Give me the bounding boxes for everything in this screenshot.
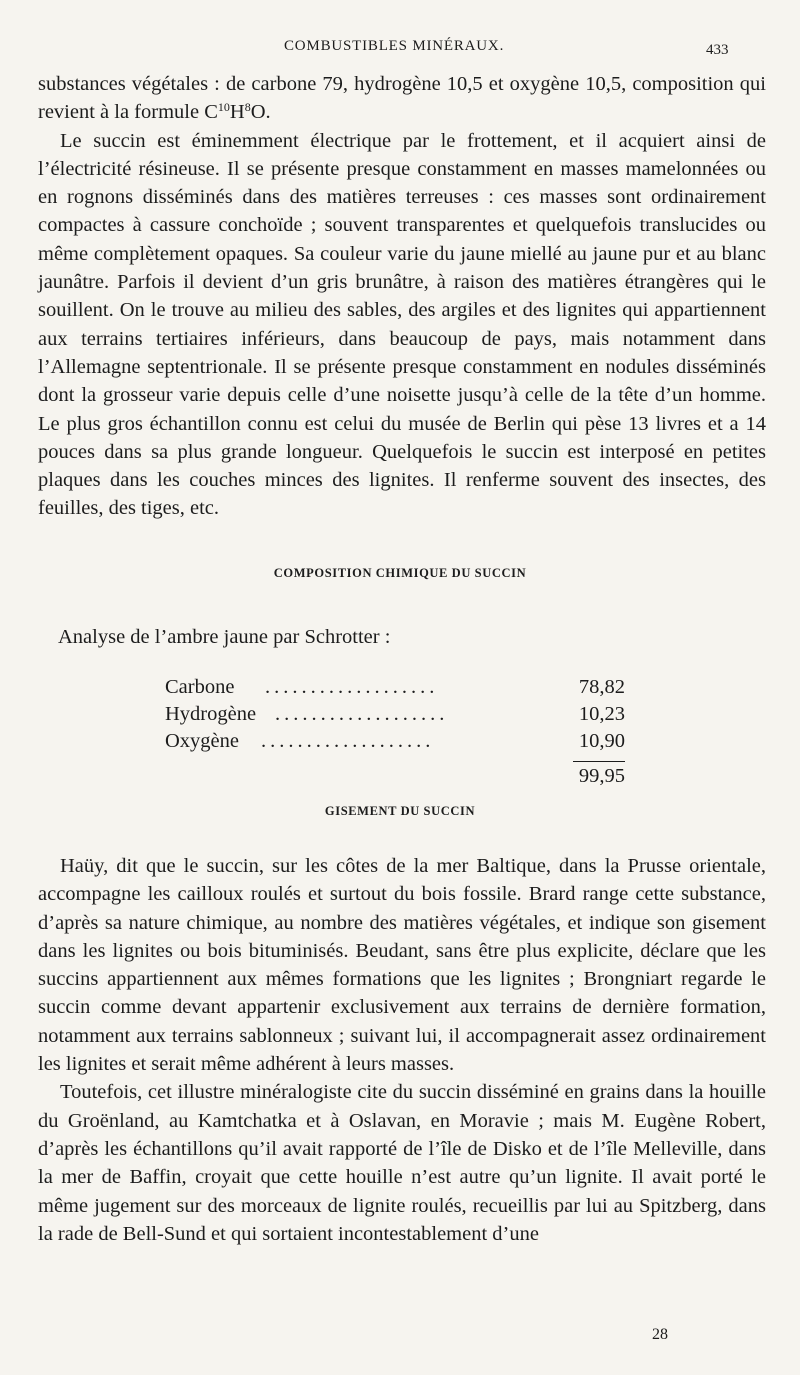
leader-dots: ................... bbox=[275, 703, 449, 725]
element-value: 10,90 bbox=[578, 730, 625, 752]
formula-lead-text: substances végétales : de carbone 79, hydrogène 10,5 et oxygène 10,5, composition qui revient à la formule C bbox=[38, 73, 766, 124]
succin-description-paragraph: Le succin est éminemment électrique par le frottement, et il acquiert ainsi de l’électricité résineuse. Il se présente presque constamment en masses mamelonnées ou en rognons disséminés dans des matières terreuses : ces masses sont ordinairement compactes à cassure conchoïde ; souvent transparentes et quelquefois translucides ou même complètement opaques. Sa couleur varie du jaune miellé au jaune pur et au blanc jaunâtre. Parfois il devient d’un gris brunâtre, à raison des matières étrangères qui le souillent. On le trouve au milieu des sables, des argiles et des lignites qui appartiennent aux terrains tertiaires inférieurs, dans beaucoup de pays, mais notamment dans l’Allemagne septentrionale. Il se présente presque constamment en nodules disséminés dont la grosseur varie depuis celle d’une noisette jusqu’à celle de la tête d’un homme. Le plus gros échantillon connu est celui du musée de Berlin qui pèse 13 livres et a 14 pouces dans sa plus grande longueur. Quelquefois le succin est interposé en petites plaques dans les couches minces des lignites. Il renferme souvent des insectes, des feuilles, des tiges, etc. bbox=[38, 129, 766, 520]
element-value: 78,82 bbox=[578, 676, 625, 698]
formula-paragraph bbox=[38, 70, 766, 127]
leader-dots: ................... bbox=[265, 676, 439, 698]
gisement-paragraph-1: Haüy, dit que le succin, sur les côtes de la mer Baltique, dans la Prusse orientale, accompagne les cailloux roulés et surtout du bois fossile. Brard range cette substance, d’après sa nature chimique, au nombre des matières végétales, et indique son gisement dans les lignites ou bois bituminisés. Beudant, sans être plus explicite, déclare que les succins appartiennent aux mêmes formations que les lignites ; Brongniart regarde le succin comme devant appartenir exclusivement aux terrains de dernière formation, notamment aux terrains sablonneux ; suivant lui, il accompagnerait assez ordinairement les lignites et serait même adhérent à leurs masses. bbox=[38, 855, 766, 1076]
leader-dots: ................... bbox=[261, 730, 435, 752]
element-name: Oxygène bbox=[165, 730, 240, 752]
formula-hydrogen-subscript: 8 bbox=[244, 100, 251, 115]
composition-row bbox=[165, 676, 635, 703]
composition-table bbox=[165, 676, 635, 787]
composition-total: 99,95 bbox=[578, 765, 625, 787]
formula-hydrogen: H bbox=[229, 101, 245, 124]
intro-text bbox=[38, 70, 766, 523]
gisement-text bbox=[38, 852, 766, 1248]
page-number: 433 bbox=[706, 42, 729, 58]
gisement-paragraph-2: Toutefois, cet illustre minéralogiste cite du succin disséminé en grains dans la houille du Groënland, au Kamtchatka et à Oslavan, en Moravie ; mais M. Eugène Robert, d’après les échantillons qu’il avait rapporté de l’île de Disko et de l’île Melleville, dans la mer de Baffin, croyait que cette houille n’est autre qu’un lignite. Il avait porté le même jugement sur des morceaux de lignite roulés, recueillis par lui au Spitzberg, dans la rade de Bell-Sund et qui sortaient incontestablement d’une bbox=[38, 1081, 766, 1245]
analysis-intro: Analyse de l’ambre jaune par Schrotter : bbox=[58, 626, 391, 648]
composition-row bbox=[165, 730, 635, 757]
composition-row bbox=[165, 703, 635, 730]
formula-carbon-subscript: 10 bbox=[217, 100, 230, 115]
running-title: COMBUSTIBLES MINÉRAUX. bbox=[284, 38, 505, 54]
element-name: Hydrogène bbox=[165, 703, 257, 725]
signature-mark: 28 bbox=[652, 1326, 668, 1343]
gisement-heading: GISEMENT DU SUCCIN bbox=[324, 804, 476, 818]
formula-oxygen: O. bbox=[250, 101, 271, 124]
running-head bbox=[0, 38, 800, 62]
composition-heading: COMPOSITION CHIMIQUE DU SUCCIN bbox=[273, 566, 527, 580]
element-name: Carbone bbox=[165, 676, 235, 698]
sum-rule bbox=[573, 761, 625, 762]
element-value: 10,23 bbox=[578, 703, 625, 725]
